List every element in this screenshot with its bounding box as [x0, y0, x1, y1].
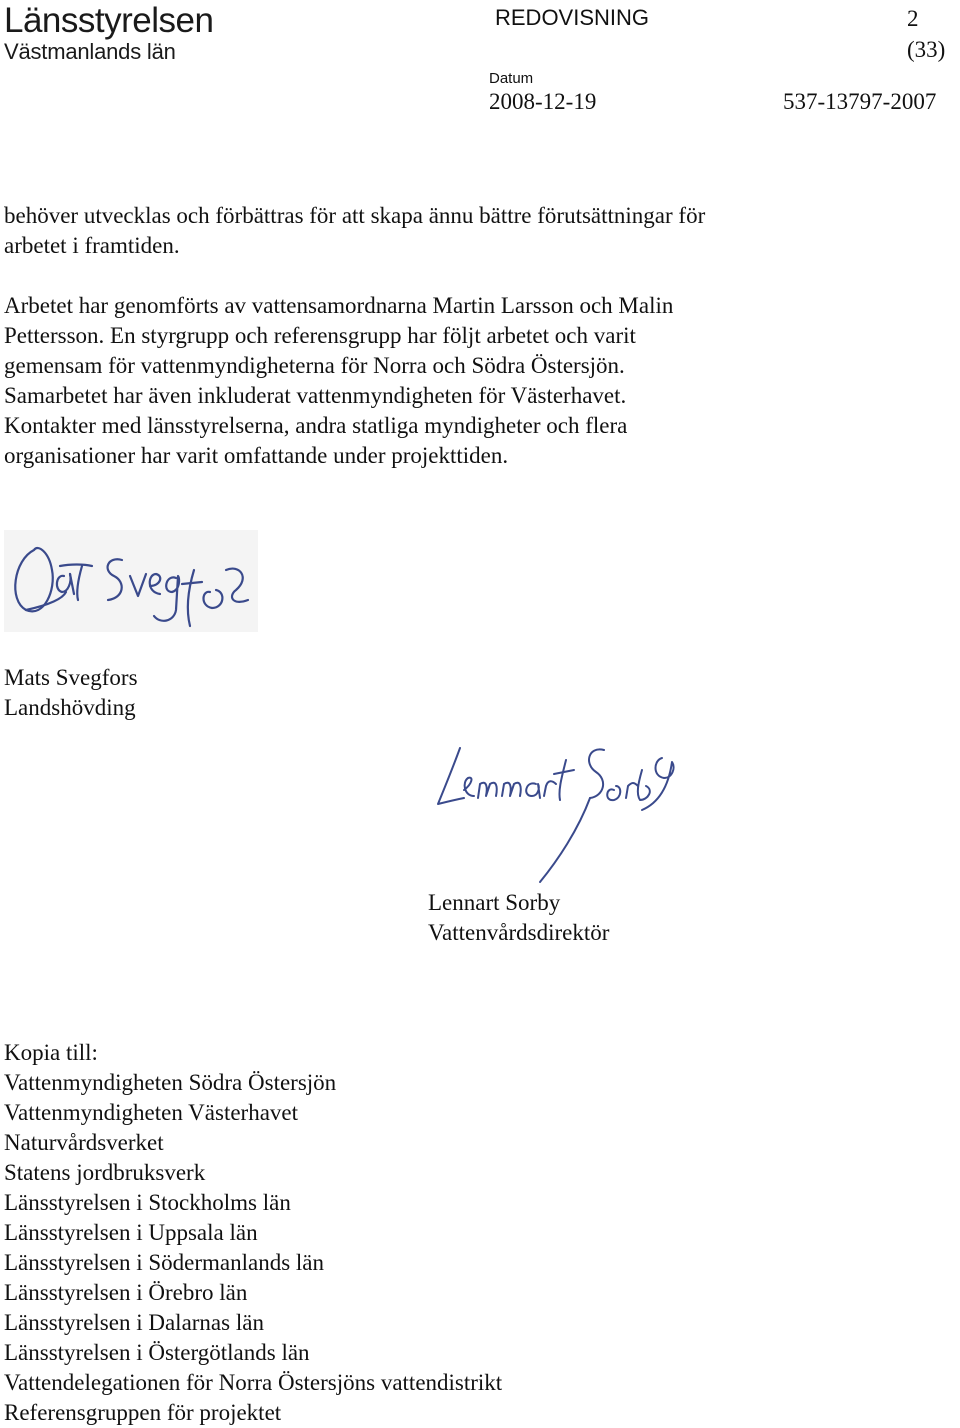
page-number: 2 — [907, 6, 919, 31]
copy-recipient: Länsstyrelsen i Örebro län — [4, 1280, 248, 1305]
copy-recipient: Länsstyrelsen i Stockholms län — [4, 1190, 291, 1215]
signer-title: Landshövding — [4, 695, 136, 720]
copy-recipient: Länsstyrelsen i Dalarnas län — [4, 1310, 264, 1335]
logo-county: Västmanlands län — [4, 39, 176, 64]
copy-recipient: Referensgruppen för projektet — [4, 1400, 282, 1425]
text-line: gemensam för vattenmyndigheterna för Norra och Södra Östersjön. — [4, 353, 625, 378]
text-line: behöver utvecklas och förbättras för att skapa ännu bättre förutsättningar för — [4, 203, 706, 228]
date-label: Datum — [489, 70, 534, 87]
text-line: Samarbetet har även inkluderat vattenmyndigheten för Västerhavet. — [4, 383, 627, 408]
signature-lennart-sorby — [428, 740, 688, 890]
signer-name: Lennart Sorby — [428, 890, 561, 915]
copy-recipient: Statens jordbruksverk — [4, 1160, 206, 1185]
copy-recipient: Länsstyrelsen i Uppsala län — [4, 1220, 258, 1245]
text-line: organisationer har varit omfattande under projekttiden. — [4, 443, 509, 468]
reference-number: 537-13797-2007 — [783, 89, 937, 114]
document-date: 2008-12-19 — [489, 89, 597, 114]
text-line: Arbetet har genomförts av vattensamordnarna Martin Larsson och Malin — [4, 293, 674, 318]
organization-logo — [4, 2, 213, 64]
signer-2 — [428, 888, 609, 948]
signer-1 — [4, 663, 138, 723]
signer-title: Vattenvårdsdirektör — [428, 920, 610, 945]
document-type: REDOVISNING — [495, 5, 650, 30]
copy-recipient: Vattenmyndigheten Södra Östersjön — [4, 1070, 337, 1095]
text-line: Pettersson. En styrgrupp och referensgrupp har följt arbetet och varit — [4, 323, 636, 348]
copy-list — [4, 1038, 502, 1428]
paragraph-2 — [4, 291, 673, 471]
text-line: arbetet i framtiden. — [4, 233, 180, 258]
copy-heading: Kopia till: — [4, 1040, 98, 1065]
text-line: Kontakter med länsstyrelserna, andra statliga myndigheter och flera — [4, 413, 628, 438]
copy-recipient: Länsstyrelsen i Östergötlands län — [4, 1340, 310, 1365]
signer-name: Mats Svegfors — [4, 665, 138, 690]
paragraph-1 — [4, 201, 705, 261]
page-total: (33) — [907, 37, 946, 62]
logo-name: Länsstyrelsen — [4, 1, 214, 40]
copy-recipient: Vattenmyndigheten Västerhavet — [4, 1100, 299, 1125]
copy-recipient: Länsstyrelsen i Södermanlands län — [4, 1250, 325, 1275]
signature-mats-svegfors — [4, 530, 258, 632]
copy-recipient: Vattendelegationen för Norra Östersjöns vattendistrikt — [4, 1370, 503, 1395]
copy-recipient: Naturvårdsverket — [4, 1130, 164, 1155]
